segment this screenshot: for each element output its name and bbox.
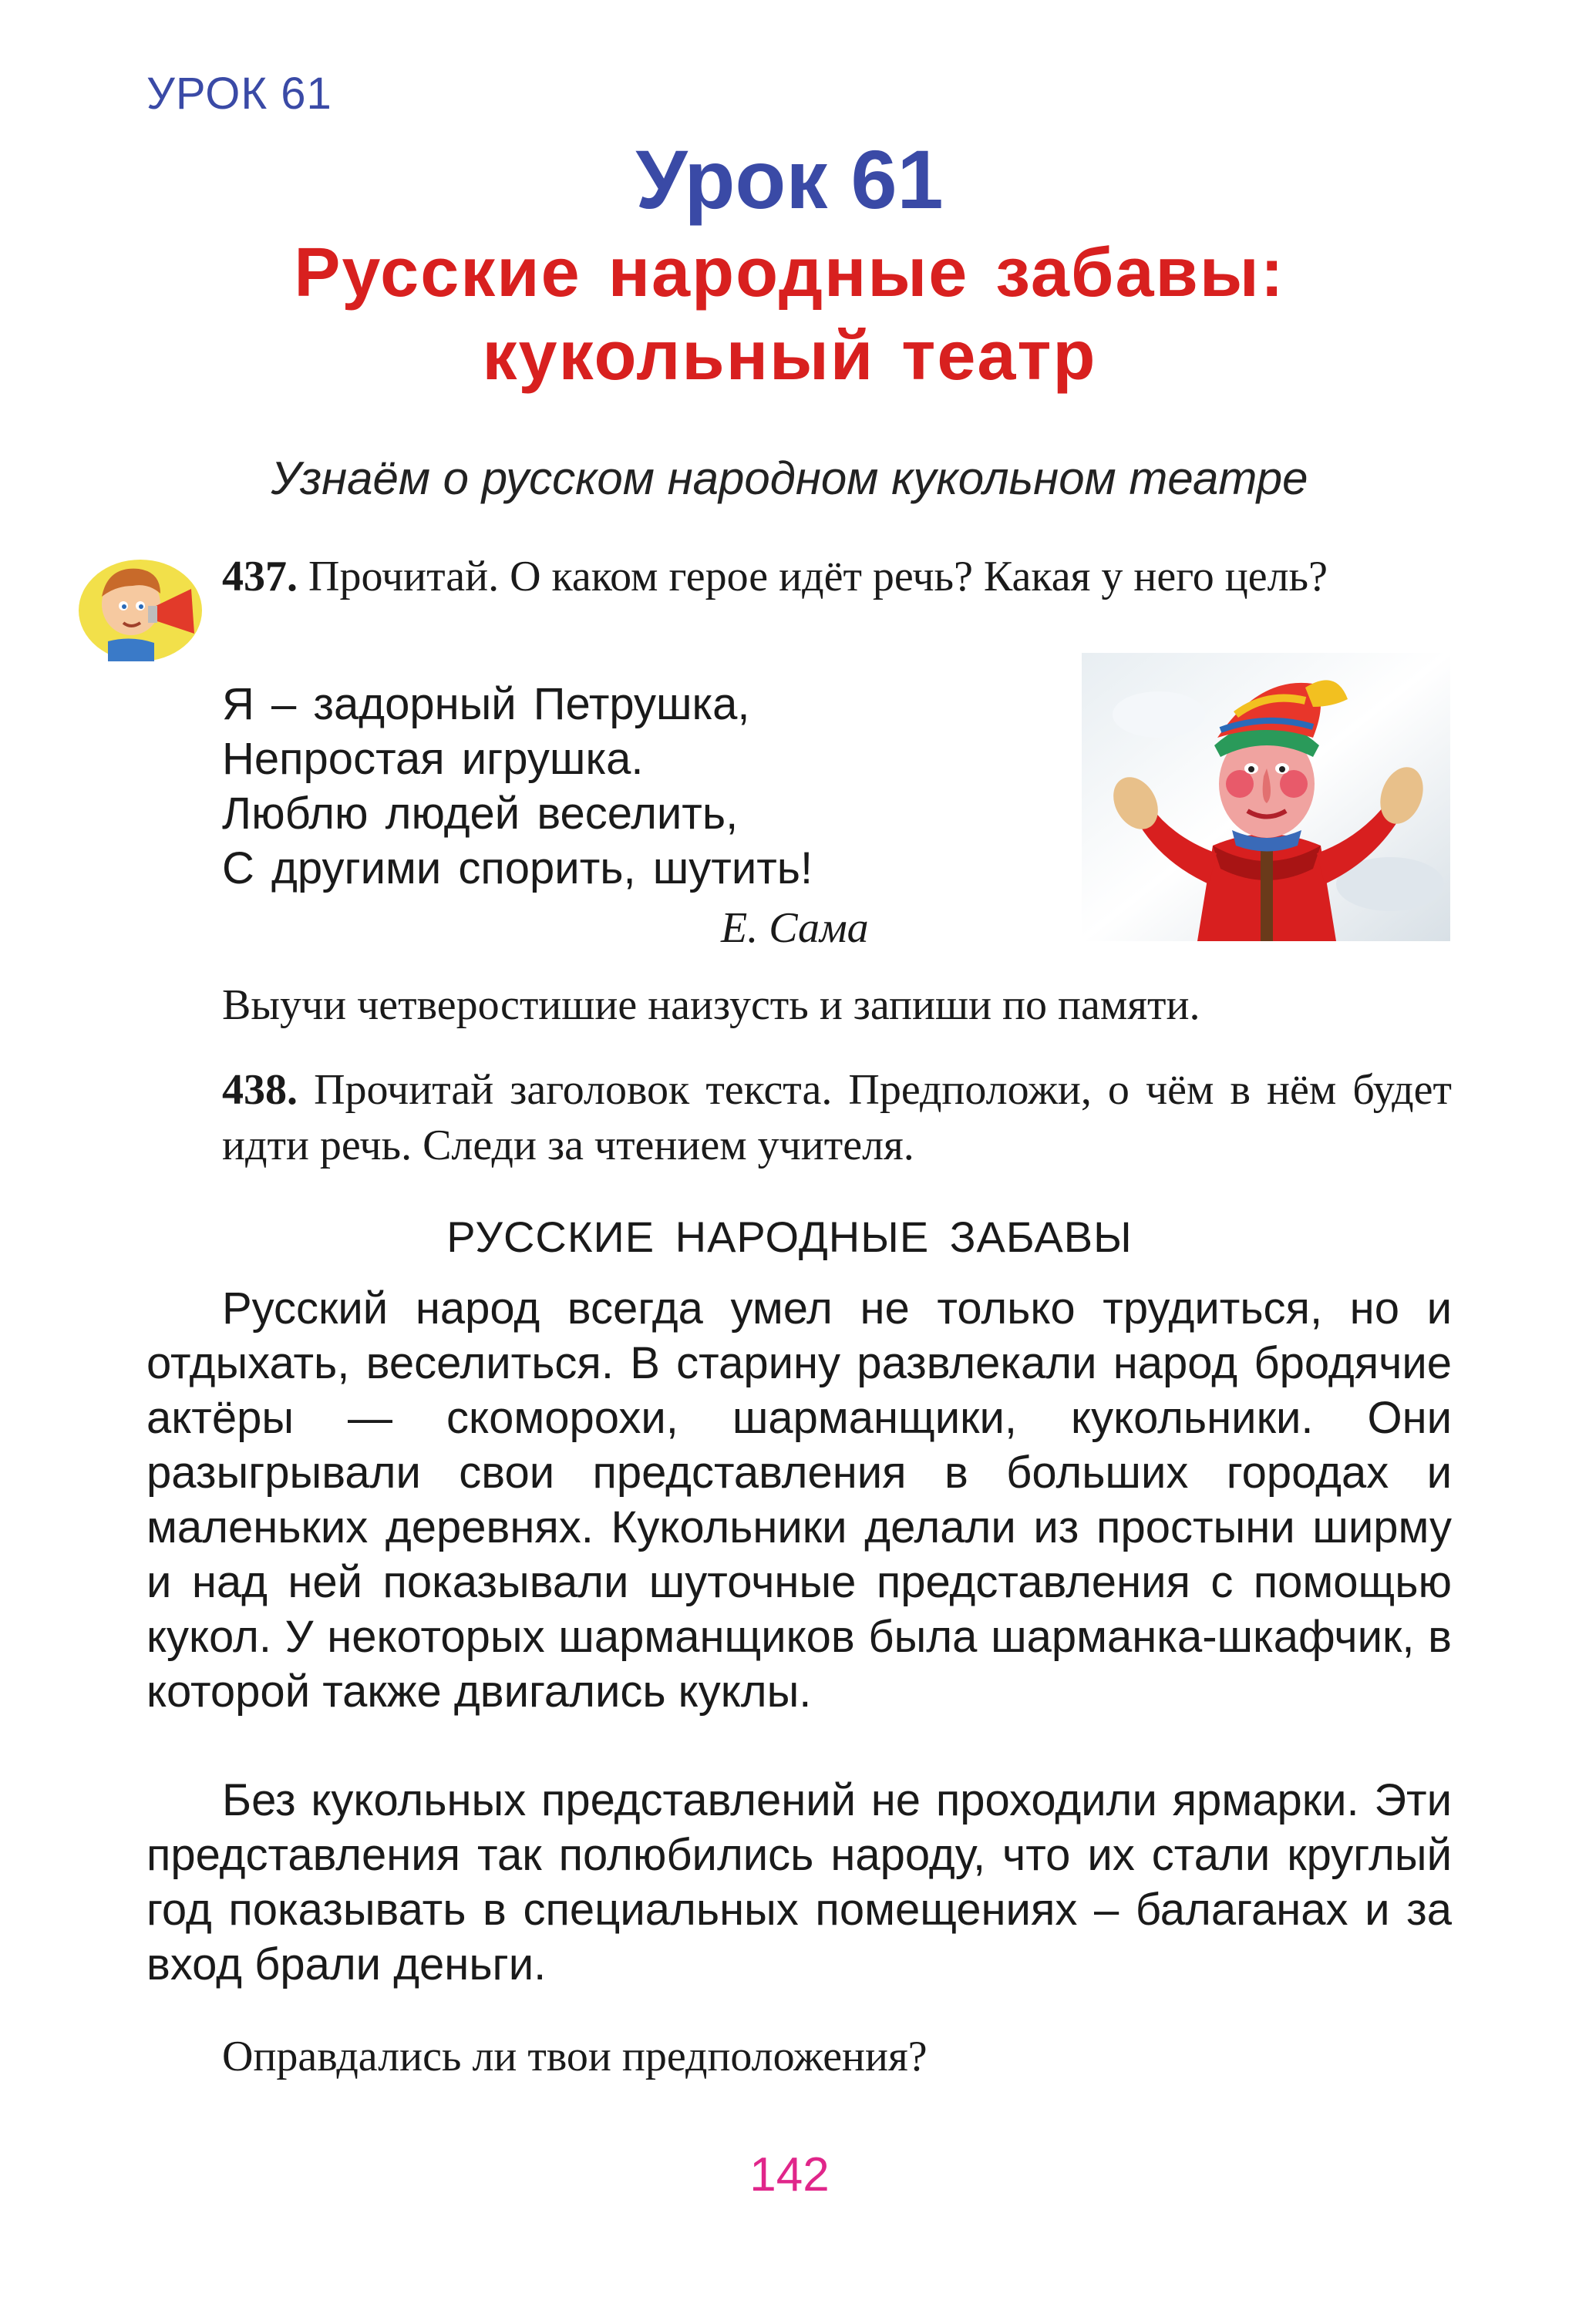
lesson-topic	[0, 231, 1579, 398]
reading-paragraph: Русский народ всегда умел не только трудиться, но и отдыхать, веселиться. В старину развлекали народ бродячие актёры — скоморохи, шарманщики, кукольники. Они разыгрывали свои представления в больших городах и маленьких деревнях. Кукольники делали из простыни ширму и над ней показывали шуточные представления с помощью кукол. У некоторых шарманщиков была шарманка-шкафчик, в которой также двигались куклы.	[146, 1283, 1452, 1717]
task-438-prompt	[222, 1062, 1452, 1173]
closing-question: Оправдались ли твои предположения?	[222, 2033, 928, 2080]
boy-with-megaphone-icon	[77, 549, 208, 664]
poem-author: Е. Сама	[721, 904, 869, 952]
task-prompt: Прочитай. О каком герое идёт речь? Какая у него цель?	[308, 553, 1328, 600]
task-437-prompt	[222, 549, 1452, 604]
reading-text-title: РУССКИЕ НАРОДНЫЕ ЗАБАВЫ	[446, 1212, 1133, 1261]
running-header: УРОК 61	[146, 69, 332, 119]
lesson-topic-line2: кукольный театр	[482, 318, 1097, 395]
task-prompt: Прочитай заголовок текста. Предположи, о чём в нём будет идти речь. Следи за чтением учителя.	[222, 1066, 1452, 1169]
poem	[222, 677, 813, 896]
lesson-topic-line1: Русские народные забавы:	[294, 234, 1285, 311]
lesson-title: Урок 61	[635, 133, 944, 226]
reading-paragraph: Без кукольных представлений не проходили ярмарки. Эти представления так полюбились народу, что их стали круглый год показывать в специальных помещениях – балаганах и за вход брали деньги.	[146, 1775, 1452, 1989]
task-number: 437.	[222, 553, 298, 600]
poem-line: Непростая игрушка.	[222, 734, 644, 784]
page-number: 142	[749, 2148, 830, 2201]
task-437-instruction: Выучи четверостишие наизусть и запиши по памяти.	[222, 981, 1200, 1029]
lesson-subtitle: Узнаём о русском народном кукольном театре	[271, 452, 1308, 504]
petrushka-puppet-photo	[1082, 653, 1450, 941]
poem-line: Люблю людей веселить,	[222, 789, 739, 839]
poem-line: Я – задорный Петрушка,	[222, 679, 750, 729]
poem-line: С другими спорить, шутить!	[222, 843, 813, 893]
task-number: 438.	[222, 1066, 298, 1114]
